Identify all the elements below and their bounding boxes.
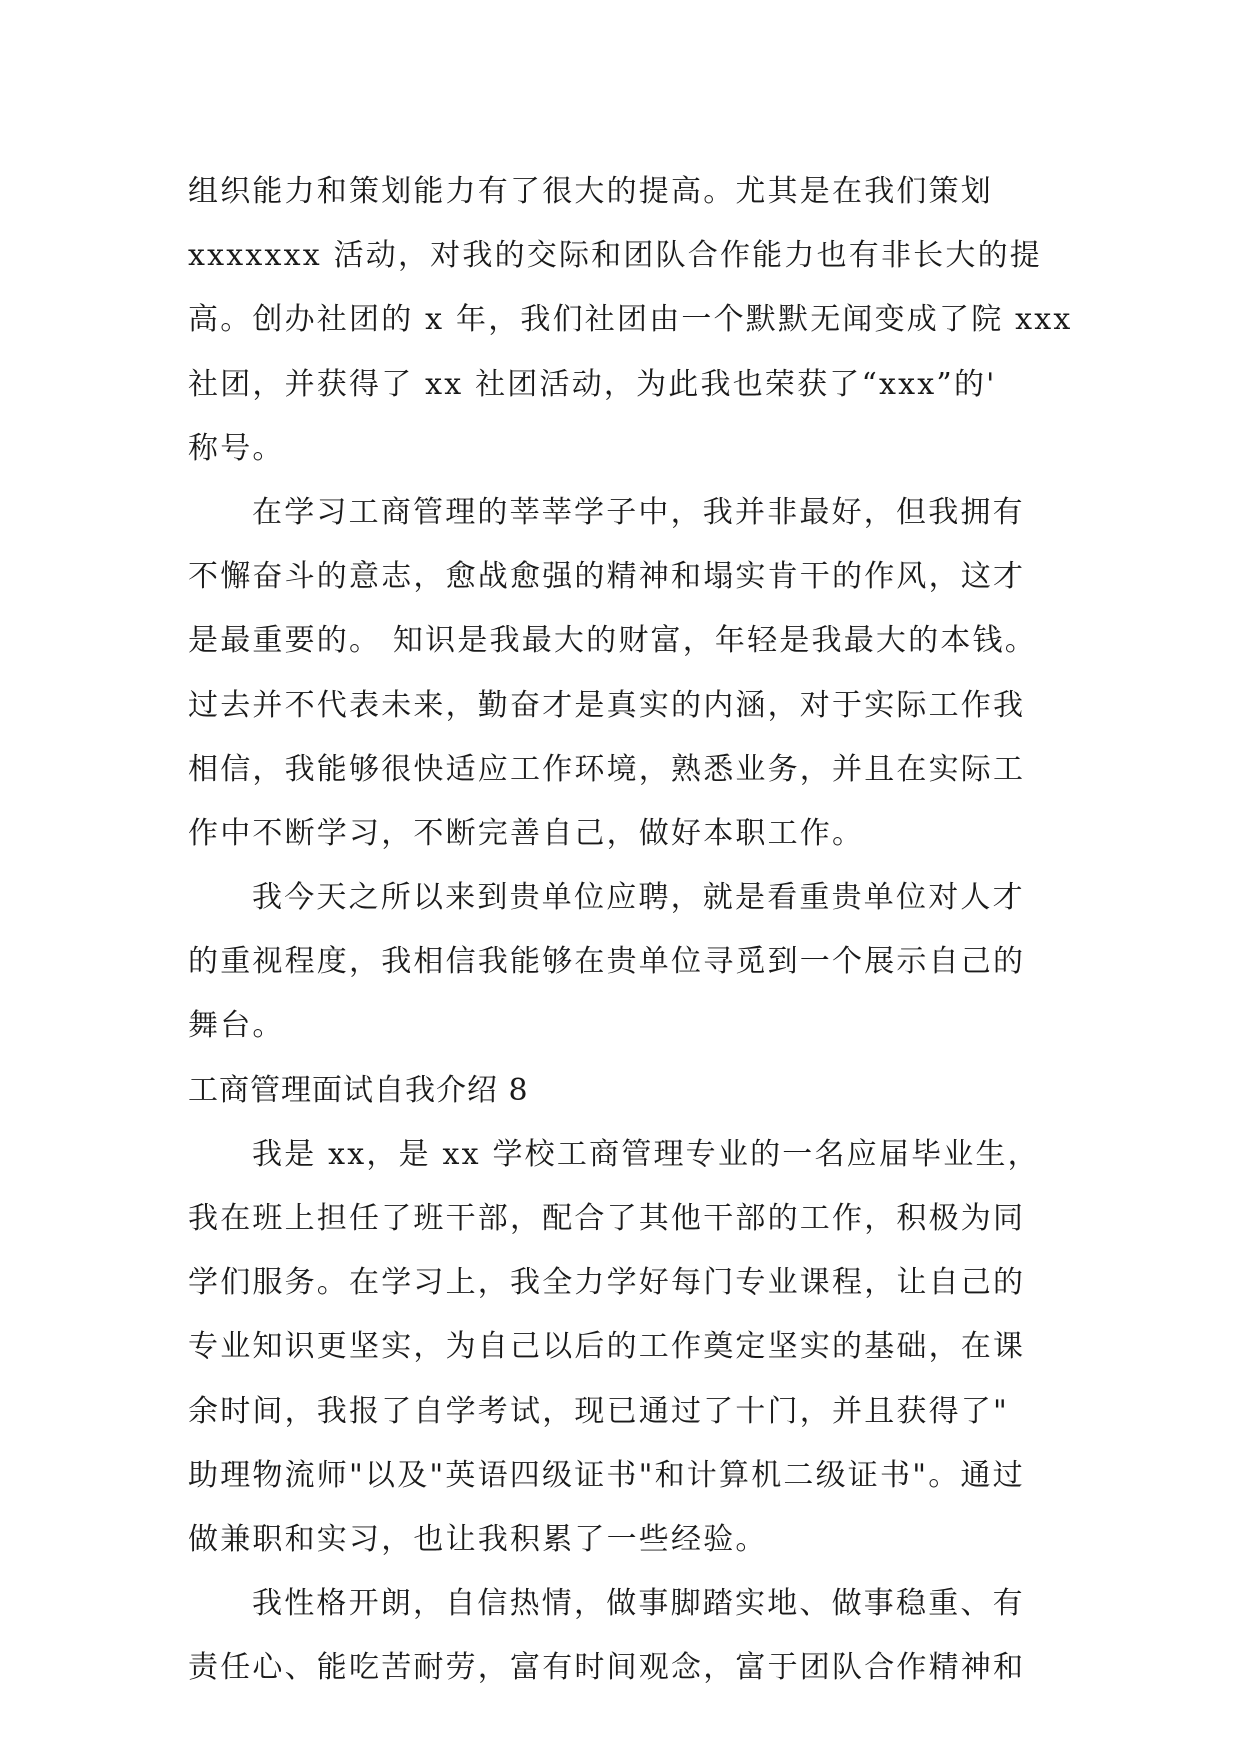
- text-line: 高。创办社团的 x 年，我们社团由一个默默无闻变成了院 xxx: [188, 302, 1073, 338]
- text-line: 助理物流师"以及"英语四级证书"和计算机二级证书"。通过: [188, 1457, 1025, 1493]
- text-line: 责任心、能吃苦耐劳，富有时间观念，富于团队合作精神和: [188, 1650, 1026, 1686]
- text-line: 做兼职和实习，也让我积累了一些经验。: [188, 1521, 768, 1557]
- text-line: 学们服务。在学习上，我全力学好每门专业课程，让自己的: [188, 1265, 1026, 1301]
- section-heading: 工商管理面试自我介绍 8: [188, 1072, 529, 1108]
- text-line: 专业知识更坚实，为自己以后的工作奠定坚实的基础，在课: [188, 1329, 1026, 1365]
- paragraph-first-line: 我今天之所以来到贵单位应聘，就是看重贵单位对人才: [252, 880, 1025, 916]
- text-line: 余时间，我报了自学考试，现已通过了十门，并且获得了": [188, 1393, 1009, 1429]
- text-line: 不懈奋斗的意志，愈战愈强的精神和塌实肯干的作风，这才: [188, 559, 1026, 595]
- paragraph-first-line: 在学习工商管理的莘莘学子中，我并非最好，但我拥有: [252, 494, 1025, 530]
- text-line: 称号。: [188, 430, 285, 466]
- paragraph-first-line: 我是 xx，是 xx 学校工商管理专业的一名应届毕业生，: [252, 1136, 1040, 1172]
- text-line: 作中不断学习，不断完善自己，做好本职工作。: [188, 815, 865, 851]
- text-line: 过去并不代表未来，勤奋才是真实的内涵，对于实际工作我: [188, 687, 1026, 723]
- text-line: xxxxxxx 活动，对我的交际和团队合作能力也有非长大的提: [188, 238, 1042, 274]
- paragraph-first-line: 我性格开朗，自信热情，做事脚踏实地、做事稳重、有: [252, 1586, 1025, 1622]
- text-line: 我在班上担任了班干部，配合了其他干部的工作，积极为同: [188, 1201, 1026, 1236]
- text-line: 舞台。: [188, 1008, 285, 1044]
- text-line: 组织能力和策划能力有了很大的提高。尤其是在我们策划: [188, 174, 993, 209]
- document-body: [188, 160, 1073, 1701]
- text-line: 相信，我能够很快适应工作环境，熟悉业务，并且在实际工: [188, 751, 1026, 787]
- text-line: 是最重要的。 知识是我最大的财富，年轻是我最大的本钱。: [188, 623, 1037, 659]
- text-line: 的重视程度，我相信我能够在贵单位寻觅到一个展示自己的: [188, 944, 1026, 980]
- text-line: 社团，并获得了 xx 社团活动，为此我也荣获了“xxx”的': [188, 366, 997, 402]
